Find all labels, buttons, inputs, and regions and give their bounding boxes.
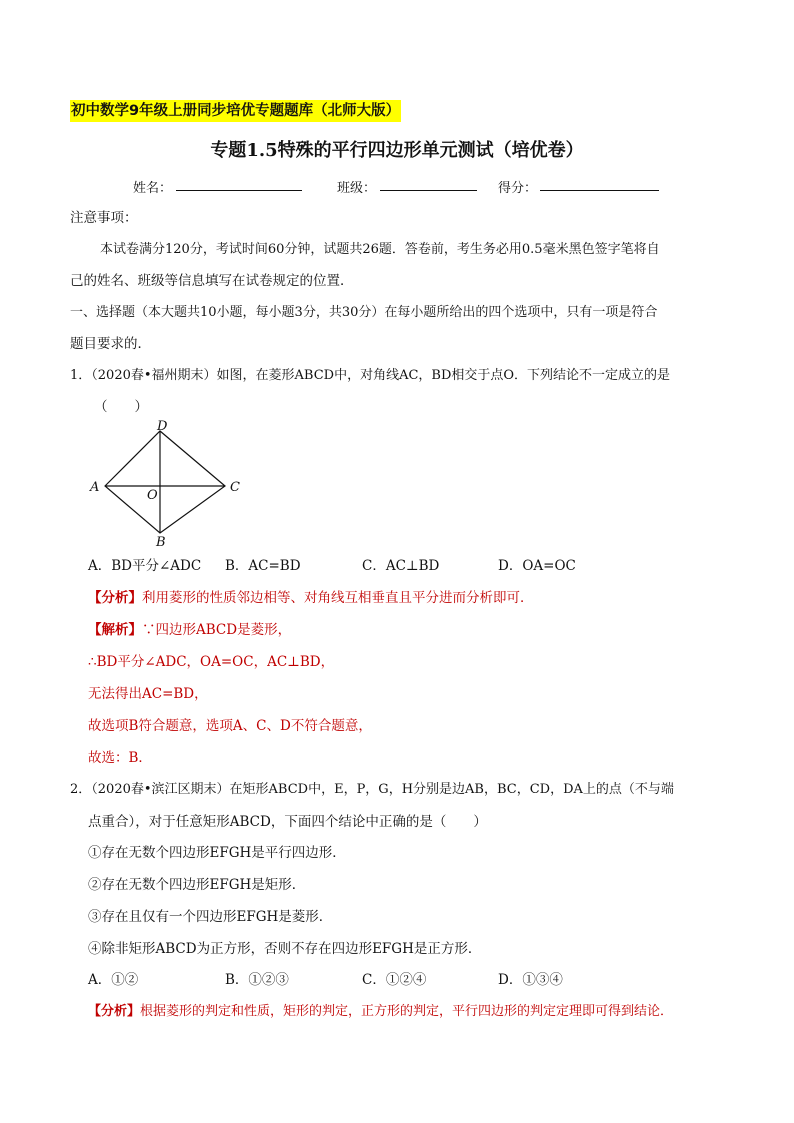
- q2-stem-line-1: 2．（2020春•滨江区期末）在矩形ABCD中，E，P，G，H分别是边AB，BC，CD，DA上的点（不与端: [70, 782, 674, 797]
- q1-solution-line-4: 故选项B符合题意，选项A、C、D不符合题意，: [88, 718, 372, 734]
- center-label-o: O: [147, 488, 158, 503]
- notes-line-2: 己的姓名、班级等信息填写在试卷规定的位置．: [70, 273, 354, 289]
- q2-statement-1: ①存在无数个四边形EFGH是平行四边形．: [88, 845, 346, 861]
- q1-option-b: B．AC=BD: [225, 558, 301, 574]
- vertex-label-b: B: [156, 535, 166, 550]
- q2-option-b: B．①②③: [225, 972, 289, 988]
- document-title: 专题1.5特殊的平行四边形单元测试（培优卷）: [210, 140, 584, 161]
- q1-option-a: A．BD平分∠ADC: [88, 558, 202, 574]
- q1-analysis: [88, 588, 534, 608]
- q2-stem-line-2: 点重合），对于任意矩形ABCD，下面四个结论中正确的是（ ）: [88, 814, 487, 830]
- class-blank[interactable]: [380, 178, 477, 191]
- series-title: 初中数学9年级上册同步培优专题题库（北师大版）: [70, 100, 401, 122]
- q1-option-c: C．AC⊥BD: [362, 558, 440, 574]
- vertex-label-c: C: [230, 480, 240, 495]
- q1-analysis-tag: 【分析】: [88, 590, 142, 606]
- q1-analysis-text: 利用菱形的性质邻边相等、对角线互相垂直且平分进而分析即可．: [142, 590, 534, 606]
- section1-line-2: 题目要求的．: [70, 336, 151, 352]
- score-blank[interactable]: [540, 178, 659, 191]
- q1-solution-text-1: ∵四边形ABCD是菱形，: [142, 622, 292, 638]
- notes-line-1: 本试卷满分120分，考试时间60分钟，试题共26题．答卷前，考生务必用0.5毫米黑色签字笔将自: [100, 242, 660, 257]
- name-label: 姓名：: [133, 181, 173, 196]
- vertex-label-a: A: [90, 480, 100, 495]
- rhombus-outline: [105, 431, 225, 533]
- q1-solution-tag: 【解析】: [88, 622, 142, 638]
- section1-line-1: 一、选择题（本大题共10小题，每小题3分，共30分）在每小题所给出的四个选项中，只有一项是符合: [70, 305, 658, 320]
- q2-analysis-text: 根据菱形的判定和性质，矩形的判定，正方形的判定，平行四边形的判定定理即可得到结论．: [140, 1004, 674, 1019]
- q2-statement-2: ②存在无数个四边形EFGH是矩形．: [88, 877, 306, 893]
- q2-statement-3: ③存在且仅有一个四边形EFGH是菱形．: [88, 909, 333, 925]
- vertex-label-d: D: [157, 419, 168, 434]
- q1-solution-line-5: 故选：B．: [88, 750, 152, 766]
- notes-heading: 注意事项：: [70, 210, 138, 226]
- q2-statement-4: ④除非矩形ABCD为正方形，否则不存在四边形EFGH是正方形．: [88, 941, 482, 957]
- q2-option-c: C．①②④: [362, 972, 427, 988]
- q1-stem-line-1: 1．（2020春•福州期末）如图，在菱形ABCD中，对角线AC，BD相交于点O．下列结论不一定成立的是: [70, 368, 671, 383]
- score-label: 得分：: [498, 181, 538, 196]
- q1-solution-line-3: 无法得出AC=BD，: [88, 686, 208, 702]
- q1-solution-line-2: ∴BD平分∠ADC，OA=OC，AC⊥BD，: [88, 654, 335, 670]
- q2-analysis: [88, 1002, 673, 1022]
- class-label: 班级：: [337, 181, 377, 196]
- rhombus-figure: [85, 418, 255, 550]
- q1-stem-line-2: （ ）: [94, 399, 148, 415]
- name-blank[interactable]: [176, 178, 302, 191]
- q2-analysis-tag: 【分析】: [88, 1004, 141, 1019]
- q2-option-a: A．①②: [88, 972, 139, 988]
- q1-option-d: D．OA=OC: [498, 558, 576, 574]
- q1-solution-line-1: [88, 620, 291, 640]
- q2-option-d: D．①③④: [498, 972, 563, 988]
